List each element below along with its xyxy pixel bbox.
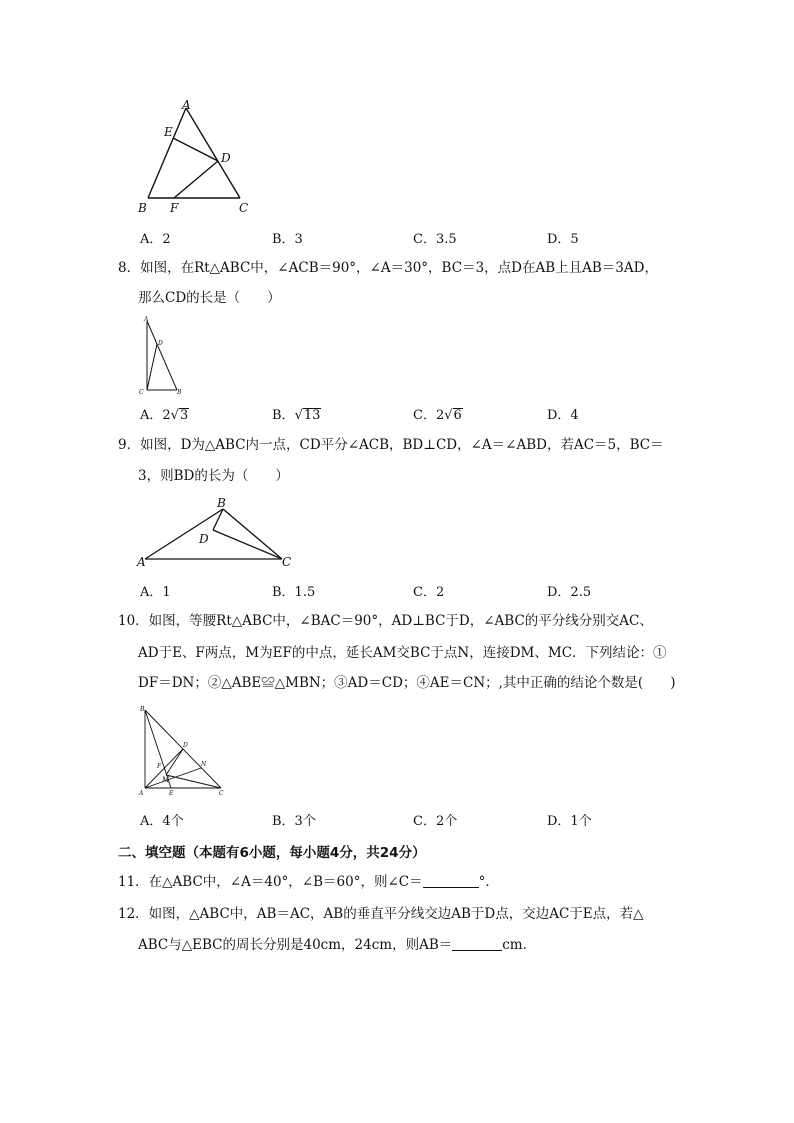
q7-option-a[interactable]: A．2	[140, 232, 171, 247]
q9-option-c[interactable]: C．2	[413, 585, 445, 600]
q9-option-a[interactable]: A．1	[140, 585, 171, 600]
fig7-label-a: A	[182, 98, 191, 112]
q10-line1: 10．如图，等腰Rt△ABC中，∠BAC＝90°，AD⊥BC于D，∠ABC的平分线分别交AC、	[118, 613, 653, 629]
fig8-label-d: D	[158, 340, 163, 347]
figure-q10	[135, 702, 235, 800]
q8-option-b[interactable]	[272, 404, 321, 423]
fig10-label-n: N	[201, 761, 207, 768]
q10-option-a[interactable]: A．4个	[140, 814, 184, 829]
q12-line1: 12．如图，△ABC中，AB＝AC，AB的垂直平分线交边AB于D点，交边AC于E点，若△	[118, 906, 644, 922]
sqrt-icon: √	[444, 408, 453, 423]
q8-option-c-prefix: C．2	[413, 408, 445, 423]
fig10-label-f: F	[157, 763, 162, 770]
q11-line	[118, 872, 499, 892]
q8-option-a[interactable]	[140, 404, 189, 423]
q7-option-d[interactable]: D．5	[547, 232, 579, 247]
q10-option-b[interactable]: B．3个	[272, 814, 316, 829]
fig8-label-c: C	[139, 389, 144, 396]
fig7-label-b: B	[138, 201, 147, 215]
figure-q9	[135, 494, 300, 574]
figure-q8	[135, 314, 195, 398]
fig10-label-a: A	[139, 790, 144, 797]
q10-option-d[interactable]: D．1个	[547, 814, 592, 829]
q10-line3: DF＝DN；②△ABE≌△MBN；③AD＝CD；④AE＝CN；,其中正确的结论个数是( )	[138, 675, 676, 691]
sqrt-icon: √	[294, 408, 303, 423]
q8-line1: 8．如图，在Rt△ABC中，∠ACB＝90°，∠A＝30°，BC＝3，点D在AB上且AB＝3AD，	[118, 260, 658, 276]
fig10-label-c: C	[219, 790, 224, 797]
section-heading: 二、填空题（本题有6小题，每小题4分，共24分）	[118, 845, 426, 861]
q7-option-c[interactable]: C．3.5	[413, 232, 457, 247]
fig8-label-b: B	[177, 389, 182, 396]
sqrt-icon: √	[170, 408, 179, 423]
fig9-label-a: A	[137, 555, 146, 569]
q12-answer-blank[interactable]	[452, 936, 502, 951]
q9-line1: 9．如图，D为△ABC内一点，CD平分∠ACB，BD⊥CD，∠A＝∠ABD，若AC＝5，BC＝	[118, 437, 664, 453]
fig10-label-m: M	[162, 776, 170, 784]
q8-line2: 那么CD的长是（ ）	[138, 290, 281, 306]
q8-option-a-prefix: A．2	[140, 408, 171, 423]
q10-line2: AD于E、F两点，M为EF的中点，延长AM交BC于点N，连接DM、MC．下列结论：①	[138, 645, 667, 661]
q8-option-d[interactable]: D．4	[547, 408, 579, 423]
q7-option-b[interactable]: B．3	[272, 232, 303, 247]
q9-line2: 3，则BD的长为（ ）	[138, 468, 289, 484]
fig10-label-d: D	[183, 742, 188, 749]
fig10-label-b: B	[140, 706, 145, 713]
q12-line2	[138, 935, 536, 955]
fig9-label-c: C	[282, 555, 292, 569]
q8-option-c[interactable]	[413, 404, 463, 423]
q8-option-a-radicand: 3	[179, 408, 189, 423]
q12-suffix: cm．	[502, 937, 537, 953]
q11-suffix: °．	[478, 874, 499, 890]
q9-option-b[interactable]: B．1.5	[272, 585, 316, 600]
q12-text: ABC与△EBC的周长分别是40cm，24cm，则AB＝	[138, 937, 453, 953]
q10-option-c[interactable]: C．2个	[413, 814, 458, 829]
fig7-label-d: D	[221, 151, 231, 165]
fig7-label-f: F	[170, 201, 179, 215]
fig7-label-c: C	[239, 201, 249, 215]
fig9-label-b: B	[217, 496, 226, 510]
q8-option-c-radicand: 6	[453, 408, 462, 423]
fig9-label-d: D	[199, 532, 209, 546]
fig7-label-e: E	[164, 125, 173, 139]
q8-option-b-radicand: 13	[303, 408, 321, 423]
q8-option-b-prefix: B．	[272, 408, 295, 423]
figure-q7	[130, 98, 270, 218]
q9-option-d[interactable]: D．2.5	[547, 585, 592, 600]
q11-text: 11．在△ABC中，∠A＝40°，∠B＝60°，则∠C＝	[118, 874, 423, 890]
fig10-label-e: E	[169, 790, 174, 797]
fig8-label-a: A	[144, 316, 149, 323]
q11-answer-blank[interactable]	[423, 873, 479, 888]
